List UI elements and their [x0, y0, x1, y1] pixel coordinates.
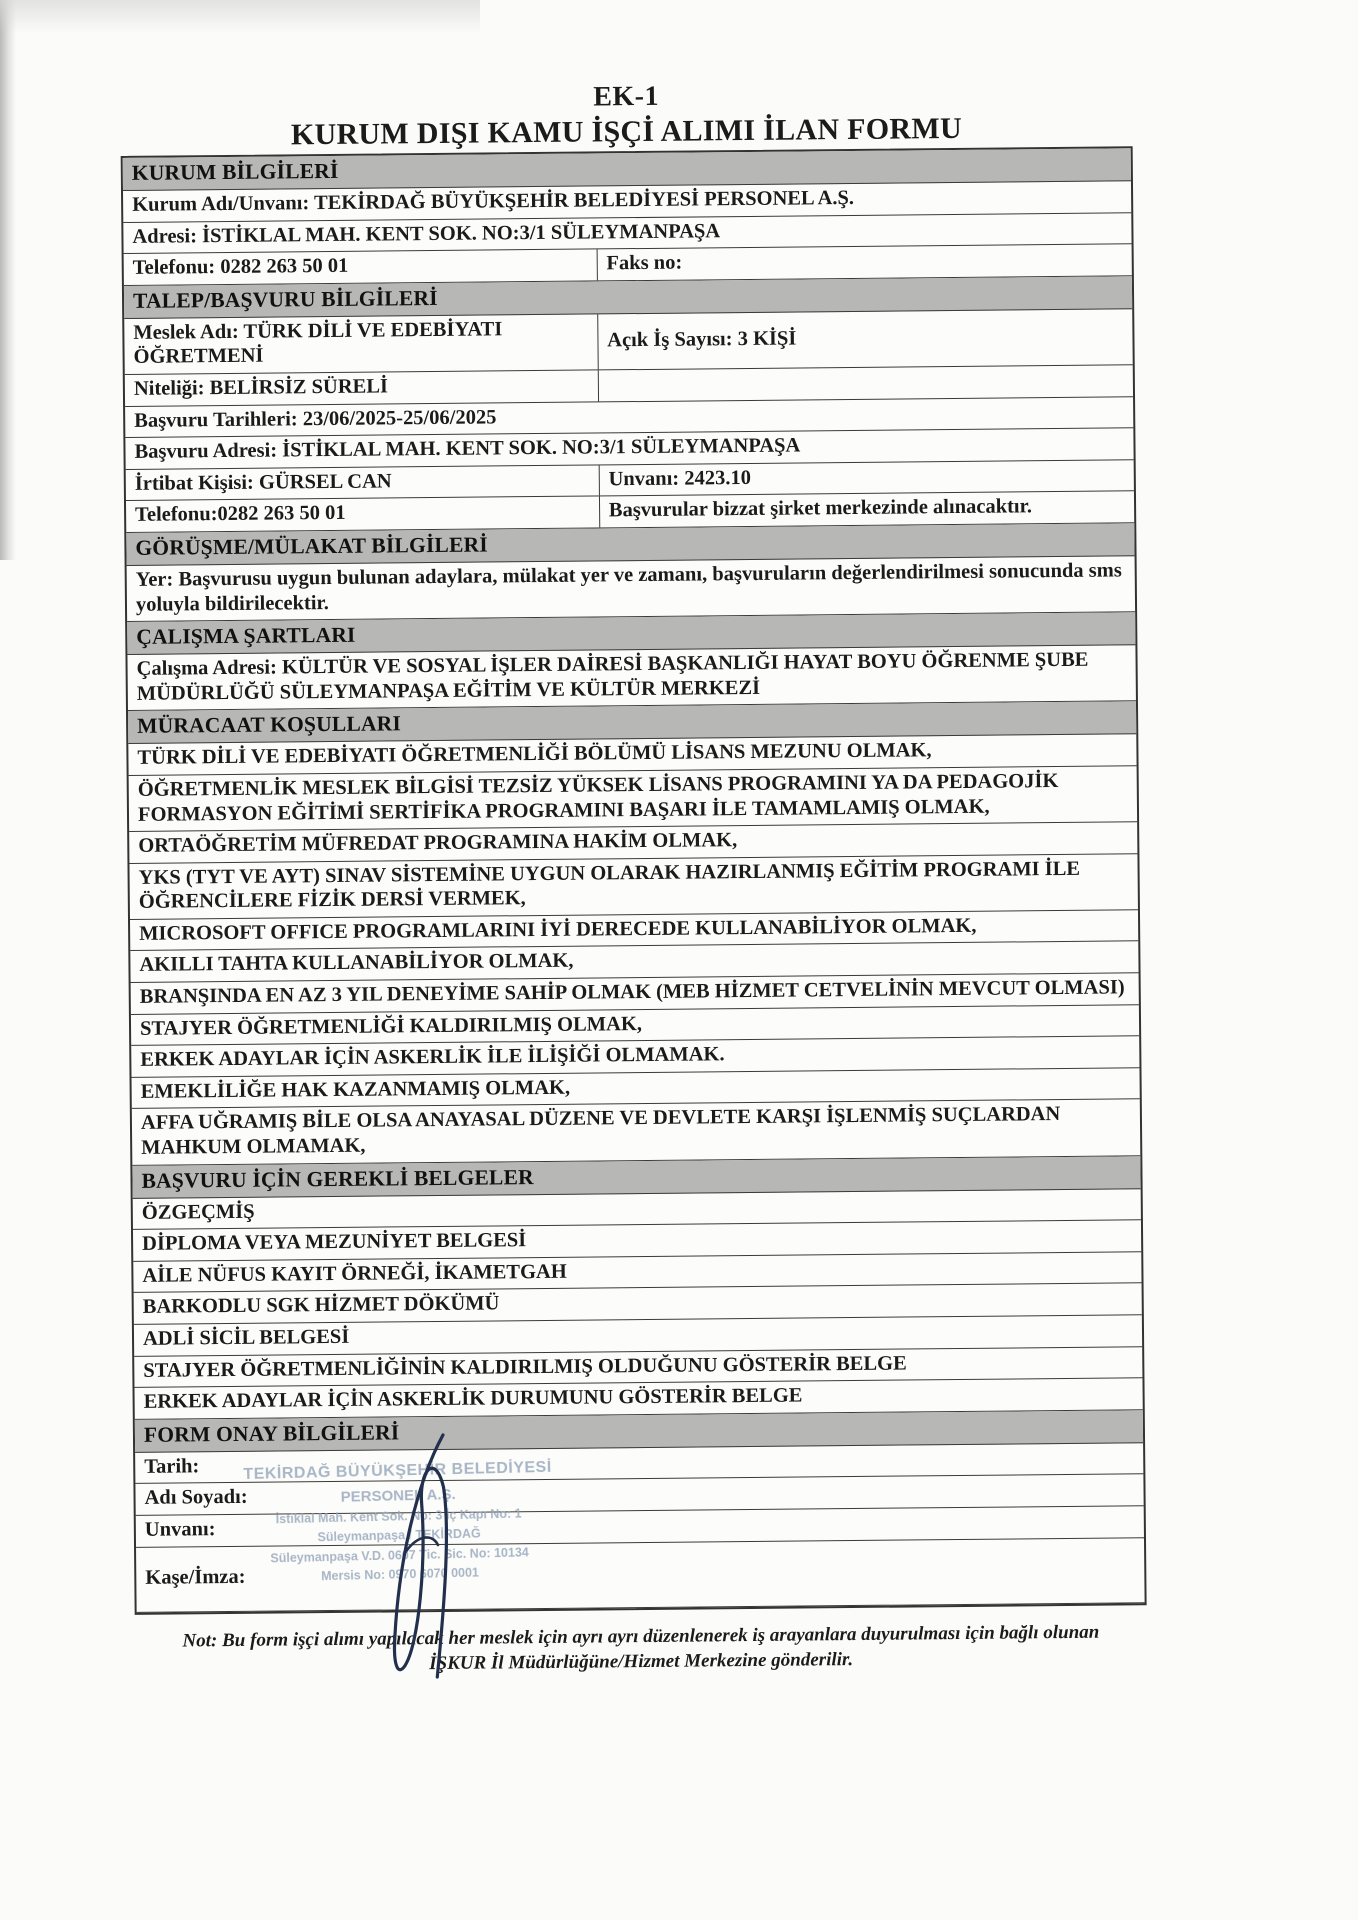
- field-irtibat-unvani: Unvanı: 2423.10: [608, 466, 752, 491]
- field-kurum-adresi: Adresi: İSTİKLAL MAH. KENT SOK. NO:3/1 SÜLEYMANPAŞA: [123, 213, 1131, 254]
- form-table: [121, 146, 1147, 1614]
- section-header-belgeler: BAŞVURU İÇİN GEREKLİ BELGELER: [132, 1156, 1140, 1199]
- list-item-kosul: YKS (TYT VE AYT) SINAV SİSTEMİNE UYGUN OLARAK HAZIRLANMIŞ EĞİTİM PROGRAMI İLE ÖĞRENCİLERE FİZİK DERSİ VERMEK,: [129, 854, 1137, 920]
- scan-edge-artifact: [0, 0, 16, 560]
- section-header-muracaat: MÜRACAAT KOŞULLARI: [128, 702, 1136, 745]
- field-onay-unvani: Unvanı:: [136, 1506, 1144, 1547]
- list-item-belge: STAJYER ÖĞRETMENLİĞİNİN KALDIRILMIŞ OLDUĞUNU GÖSTERİR BELGE: [134, 1347, 1142, 1388]
- field-irtibat-kisisi: İrtibat Kişisi: GÜRSEL CAN: [126, 465, 600, 500]
- stamp-line: TEKİRDAĞ BÜYÜKŞEHİR BELEDİYESİ: [243, 1458, 552, 1483]
- scan-top-artifact: [0, 0, 480, 34]
- row-meslek-acikis: [124, 309, 1132, 375]
- list-item-kosul: MICROSOFT OFFICE PROGRAMLARINI İYİ DERECEDE KULLANABİLİYOR OLMAK,: [130, 910, 1138, 951]
- field-acik-is-sayisi: Açık İş Sayısı: 3 KİŞİ: [607, 327, 797, 352]
- list-item-belge: ADLİ SİCİL BELGESİ: [134, 1315, 1142, 1356]
- stamp-line: PERSONEL A.Ş.: [340, 1485, 456, 1506]
- section-header-gorusme: GÖRÜŞME/MÜLAKAT BİLGİLERİ: [126, 523, 1134, 566]
- field-kase-imza: Kaşe/İmza:: [136, 1538, 1145, 1613]
- list-item-belge: ERKEK ADAYLAR İÇİN ASKERLİK DURUMUNU GÖSTERİR BELGE: [134, 1378, 1142, 1419]
- list-item-belge: ÖZGEÇMİŞ: [133, 1189, 1141, 1230]
- section-header-talep: TALEP/BAŞVURU BİLGİLERİ: [124, 276, 1132, 319]
- form-document: [120, 76, 1147, 1679]
- form-title: KURUM DIŞI KAMU İŞÇİ ALIMI İLAN FORMU: [290, 111, 963, 152]
- field-kurum-faks: Faks no:: [606, 251, 683, 275]
- stamp-line: Süleymanpaşa / TEKİRDAĞ: [317, 1526, 481, 1545]
- field-basvuru-tarihleri: Başvuru Tarihleri: 23/06/2025-25/06/2025: [125, 397, 1133, 438]
- list-item-kosul: TÜRK DİLİ VE EDEBİYATI ÖĞRETMENLİĞİ BÖLÜMÜ LİSANS MEZUNU OLMAK,: [128, 735, 1136, 776]
- field-niteligi-empty: [599, 365, 1134, 401]
- list-item-kosul: ÖĞRETMENLİK MESLEK BİLGİSİ TEZSİZ YÜKSEK LİSANS PROGRAMINI YA DA PEDAGOJİK FORMASYON EĞİTİMİ SERTİFİKA PROGRAMINI BAŞARI İLE TAMAMLAMIŞ OLMAK,: [129, 766, 1137, 832]
- field-basvuru-adresi: Başvuru Adresi: İSTİKLAL MAH. KENT SOK. NO:3/1 SÜLEYMANPAŞA: [125, 428, 1133, 469]
- field-kurum-telefon: Telefonu: 0282 263 50 01: [124, 250, 598, 285]
- stamp-line: Süleymanpaşa V.D. 0607 Tic. Sic. No: 10134: [270, 1544, 529, 1566]
- field-talep-telefon: Telefonu:0282 263 50 01: [126, 497, 600, 532]
- list-item-kosul: STAJYER ÖĞRETMENLİĞİ KALDIRILMIŞ OLMAK,: [131, 1005, 1139, 1046]
- field-basvurular-notu: Başvurular bizzat şirket merkezinde alınacaktır.: [608, 495, 1033, 522]
- list-item-kosul: ERKEK ADAYLAR İÇİN ASKERLİK İLE İLİŞİĞİ OLMAMAK.: [131, 1037, 1139, 1078]
- stamp-line: İstiklal Mah. Kent Sok. No: 3 İç Kapı No: 1: [275, 1506, 522, 1527]
- section-header-onay: FORM ONAY BİLGİLERİ: [135, 1410, 1143, 1453]
- title-block: [120, 76, 1133, 154]
- list-item-belge: DİPLOMA VEYA MEZUNİYET BELGESİ: [133, 1220, 1141, 1261]
- ek-label: EK-1: [593, 80, 660, 113]
- list-item-belge: BARKODLU SGK HİZMET DÖKÜMÜ: [134, 1284, 1142, 1325]
- list-item-belge: AİLE NÜFUS KAYIT ÖRNEĞİ, İKAMETGAH: [133, 1252, 1141, 1293]
- list-item-kosul: ORTAÖĞRETİM MÜFREDAT PROGRAMINA HAKİM OLMAK,: [129, 822, 1137, 863]
- section-header-kurum: KURUM BİLGİLERİ: [123, 148, 1131, 191]
- field-niteligi: Niteliği: BELİRSİZ SÜRELİ: [125, 370, 599, 405]
- field-adi-soyadi: Adı Soyadı:: [135, 1475, 1143, 1516]
- list-item-kosul: AKILLI TAHTA KULLANABİLİYOR OLMAK,: [130, 942, 1138, 983]
- field-tarih: Tarih:: [135, 1443, 1143, 1484]
- list-item-kosul: EMEKLİLİĞE HAK KAZANMAMIŞ OLMAK,: [132, 1068, 1140, 1109]
- footer-note: Not: Bu form işçi alımı yapılacak her meslek için ayrı ayrı düzenlenerek iş arayanlara duyurulması için bağlı olunan İŞKUR İl Müdürlüğüne/Hizmet Merkezine gönderilir.: [182, 1621, 1100, 1675]
- field-mulakat-yer: Yer: Başvurusu uygun bulunan adaylara, mülakat yer ve zamanı, başvuruların değerlendirilmesi sonucunda sms yoluyla bildirilecektir.: [127, 556, 1135, 622]
- list-item-kosul: BRANŞINDA EN AZ 3 YIL DENEYİME SAHİP OLMAK (MEB HİZMET CETVELİNİN MEVCUT OLMASI): [131, 973, 1139, 1014]
- section-onay: [135, 1410, 1145, 1612]
- field-calisma-adresi: Çalışma Adresi: KÜLTÜR VE SOSYAL İŞLER DAİRESİ BAŞKANLIĞI HAYAT BOYU ÖĞRENME ŞUBE MÜDÜRLÜĞÜ SÜLEYMANPAŞA EĞİTİM VE KÜLTÜR MERKEZİ: [127, 645, 1135, 711]
- stamp-line: Mersis No: 0970 6070 0001: [321, 1565, 480, 1584]
- field-kurum-adi: Kurum Adı/Unvanı: TEKİRDAĞ BÜYÜKŞEHİR BELEDİYESİ PERSONEL A.Ş.: [123, 181, 1131, 222]
- field-meslek-adi: Meslek Adı: TÜRK DİLİ VE EDEBİYATI ÖĞRETMENİ: [124, 314, 598, 374]
- list-item-kosul: AFFA UĞRAMIŞ BİLE OLSA ANAYASAL DÜZENE VE DEVLETE KARŞI İŞLENMİŞ SUÇLARDAN MAHKUM OLMAMAK,: [132, 1100, 1140, 1166]
- section-header-calisma: ÇALIŞMA ŞARTLARI: [127, 612, 1135, 655]
